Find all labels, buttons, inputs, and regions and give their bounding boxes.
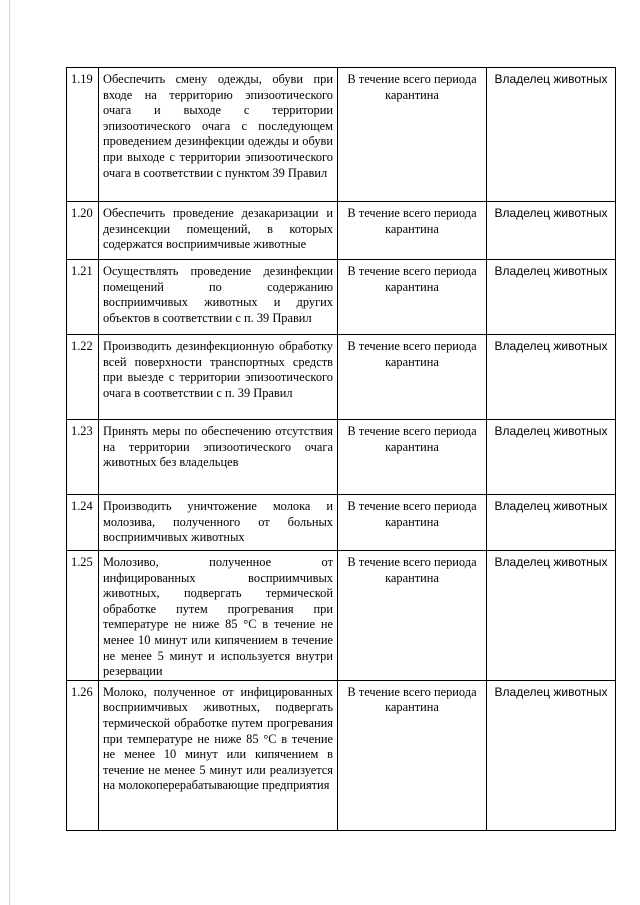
term-text: В течение всего периода карантина [338,260,487,335]
term-text: В течение всего периода карантина [338,202,487,260]
measures-table [66,67,616,831]
responsible-text: Владелец животных [487,335,616,420]
action-text: Принять меры по обеспечению отсутствия на территории эпизоотического очага животных без владельцев [99,420,338,495]
item-number: 1.25 [67,551,99,681]
responsible-text: Владелец животных [487,680,616,830]
page-edge [9,0,10,905]
action-text: Производить уничтожение молока и молозива, полученного от больных восприимчивых животных [99,495,338,551]
table-row [67,68,616,202]
responsible-text: Владелец животных [487,68,616,202]
term-text: В течение всего периода карантина [338,68,487,202]
item-number: 1.22 [67,335,99,420]
responsible-text: Владелец животных [487,420,616,495]
action-text: Молозиво, полученное от инфицированных восприимчивых животных, подвергать термической обработке путем прогревания при температуре не ниже 85 °С в течение не менее 10 минут или кипячением в течение не менее 5 минут и используется внутри резервации [99,551,338,681]
responsible-text: Владелец животных [487,260,616,335]
table-row [67,495,616,551]
table-row [67,335,616,420]
term-text: В течение всего периода карантина [338,551,487,681]
item-number: 1.24 [67,495,99,551]
table-row [67,260,616,335]
term-text: В течение всего периода карантина [338,335,487,420]
item-number: 1.20 [67,202,99,260]
action-text: Молоко, полученное от инфицированных восприимчивых животных, подвергать термической обработке путем прогревания при температуре не ниже 85 °С в течение не менее 10 минут или кипячением в течение не менее 5 минут или реализуется на молокоперерабатывающие предприятия [99,680,338,830]
item-number: 1.23 [67,420,99,495]
responsible-text: Владелец животных [487,202,616,260]
action-text: Обеспечить смену одежды, обуви при входе на территорию эпизоотического очага и выходе с территории эпизоотического очага с последующем проведением дезинфекции одежды и обуви при выходе с территории эпизоотического очага в соответствии с пунктом 39 Правил [99,68,338,202]
table-row [67,202,616,260]
term-text: В течение всего периода карантина [338,680,487,830]
item-number: 1.19 [67,68,99,202]
responsible-text: Владелец животных [487,551,616,681]
table-row [67,551,616,681]
responsible-text: Владелец животных [487,495,616,551]
item-number: 1.21 [67,260,99,335]
action-text: Осуществлять проведение дезинфекции помещений по содержанию восприимчивых животных и других объектов в соответствии с п. 39 Правил [99,260,338,335]
table-row [67,680,616,830]
action-text: Производить дезинфекционную обработку всей поверхности транспортных средств при выезде с территории эпизоотического очага в соответствии с п. 39 Правил [99,335,338,420]
term-text: В течение всего периода карантина [338,420,487,495]
table-row [67,420,616,495]
action-text: Обеспечить проведение дезакаризации и дезинсекции помещений, в которых содержатся восприимчивые животные [99,202,338,260]
term-text: В течение всего периода карантина [338,495,487,551]
item-number: 1.26 [67,680,99,830]
